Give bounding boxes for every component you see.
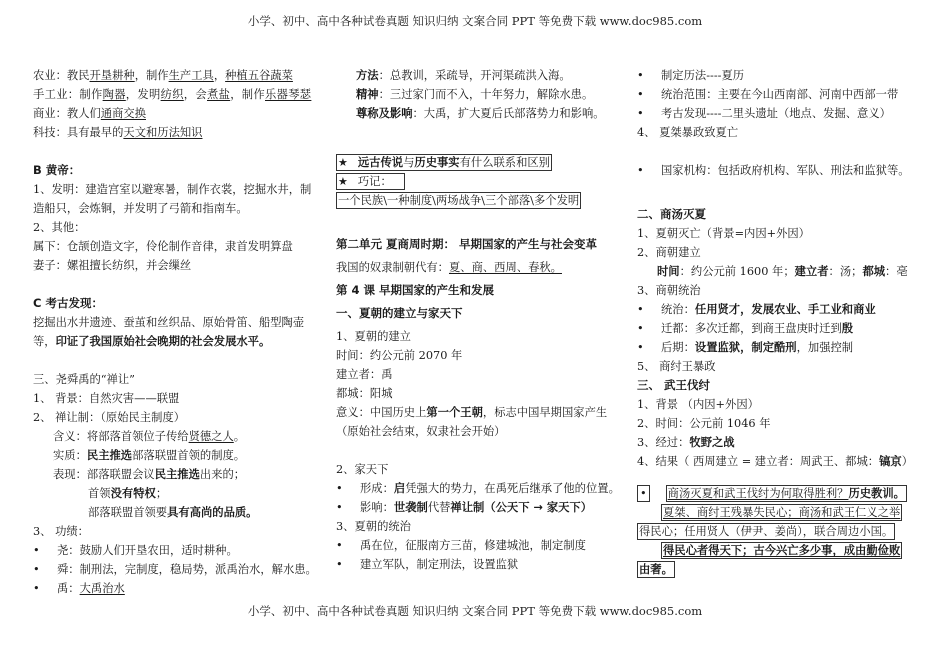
text: 巧记： <box>357 175 392 188</box>
bold-text: 时间 <box>657 265 680 278</box>
bullet-icon: • <box>637 164 644 177</box>
bold-text: 民主推选 <box>86 449 133 462</box>
commerce-line <box>33 104 318 123</box>
underlined-text: 煮盐 <box>207 88 231 101</box>
xia-significance <box>336 403 626 422</box>
section-2-title: 二、商汤灭夏 <box>637 207 706 221</box>
bold-text: 尊称及影响 <box>356 107 413 120</box>
section-1-title: 一、夏朝的建立与家天下 <box>336 306 463 320</box>
archaeology-text <box>33 313 318 351</box>
underlined-text: 乐器琴瑟 <box>265 88 312 101</box>
text: ； <box>155 487 168 500</box>
underlined-text: 通商交换 <box>100 107 146 120</box>
bullet-capital-move <box>637 319 922 338</box>
wu-background: 1、背景 （内因+外因） <box>637 398 759 411</box>
text: 国家机构：包括政府机构、军队、刑法和监狱等。 <box>661 164 910 177</box>
mnemonic-line <box>336 192 626 211</box>
text: 部落联盟首领的制度。 <box>132 449 246 462</box>
text: 凭强大的势力，在禹死后继承了他的位置。 <box>405 482 620 495</box>
wu-process <box>637 433 922 452</box>
text: ：三过家门而不入，十年努力，解除水患。 <box>378 88 594 101</box>
star-mnemonic-line <box>336 173 626 192</box>
bullet-icon: • <box>637 485 650 502</box>
boxed-mnemonic-label <box>336 173 405 190</box>
bold-text: 具有高尚的品质。 <box>167 506 258 519</box>
text: 影响： <box>360 501 394 514</box>
underlined-text: 纺织 <box>160 88 184 101</box>
bold-text: 历史事实 <box>414 156 460 169</box>
page-footer: 小学、初中、高中各种试卷真题 知识归纳 文案合同 PPT 等免费下载 www.doc985.com <box>247 604 703 618</box>
text: 迁都：多次迁都，到商王盘庚时迁到 <box>661 322 842 335</box>
bullet-army <box>336 555 626 574</box>
text: ，标志中国早期国家产生 <box>482 406 608 419</box>
xia-time: 时间：约公元前 2070 年 <box>336 349 463 362</box>
background-line: 1、 背景：自然灾害——联盟 <box>33 392 180 405</box>
bold-text: 启 <box>393 482 406 495</box>
bullet-icon: • <box>336 539 343 552</box>
underlined-text: 陶器 <box>102 88 126 101</box>
text: ：大禹，扩大夏后氏部落势力和影响。 <box>412 107 605 120</box>
handicraft-line <box>33 85 318 104</box>
zhou-tyranny-line: 5、 商纣王暴政 <box>637 360 716 373</box>
star-icon: ★ <box>338 156 348 169</box>
expression-line-2 <box>33 484 318 503</box>
text: 制定历法----夏历 <box>661 69 745 82</box>
underlined-text: 大禹治水 <box>79 582 125 595</box>
wu-result <box>637 452 922 471</box>
text: 4、结果（ 西周建立 = 建立者：周武王、都城： <box>637 455 880 468</box>
bold-text: 精神 <box>356 88 379 101</box>
bullet-yu-rule <box>336 536 626 555</box>
text: 代替 <box>427 501 451 514</box>
text: 统治范围：主要在今山西南部、河南中西部一带 <box>661 88 899 101</box>
xia-fall-line: 1、夏朝灭亡（背景=内因+外因） <box>637 227 810 240</box>
text: 含义：将部落首领位子传给 <box>53 430 189 443</box>
text: 考古发现----二里头遗址（地点、发掘、意义） <box>661 107 891 120</box>
text: ：总教训，采疏导，开河渠疏洪入海。 <box>378 69 571 82</box>
text: ，发明 <box>125 88 161 101</box>
underlined-text: 商汤灭夏和武王伐纣为何取得胜利？ <box>667 487 849 500</box>
bold-text: 殷 <box>841 322 854 335</box>
column-right <box>637 66 922 580</box>
text: ） <box>901 455 913 468</box>
underlined-text: 天文和历法知识 <box>123 126 203 139</box>
bullet-icon: • <box>637 341 644 354</box>
xia-founding-heading: 1、夏朝的建立 <box>336 330 411 343</box>
bullet-shun <box>33 560 318 579</box>
text: 禹： <box>57 582 80 595</box>
text: ，会 <box>183 88 207 101</box>
bullet-icon: • <box>33 563 40 576</box>
text: 商业：教人们 <box>33 107 101 120</box>
abdication-line: 2、 禅让制：（原始民主制度） <box>33 411 185 424</box>
text: ，制作 <box>134 69 169 82</box>
shang-rule-heading: 3、商朝统治 <box>637 284 701 297</box>
xia-rule-heading: 3、夏朝的统治 <box>336 520 411 533</box>
bold-text: 都城 <box>862 265 886 278</box>
answer-line-1 <box>637 504 922 523</box>
section-3-title: 三、尧舜禹的“禅让” <box>33 373 135 386</box>
underlined-text: 生产工具 <box>168 69 214 82</box>
bold-text: 设置监狱，制定酷刑 <box>694 341 797 354</box>
underlined-text: 开垦耕种 <box>89 69 135 82</box>
answer-line-2 <box>637 523 922 542</box>
bullet-effect <box>336 498 626 517</box>
bold-text: 没有特权 <box>110 487 156 500</box>
bullet-icon: • <box>637 322 644 335</box>
bold-text: 任用贤才，发展农业、手工业和商业 <box>694 303 876 316</box>
bold-text: 印证了我国原始社会晚期的社会发展水平。 <box>55 335 271 348</box>
essence-line <box>33 446 318 465</box>
text: 意义：中国历史上 <box>336 406 427 419</box>
inventions-text: 1、发明：建造宫室以避寒暑，制作衣裳，挖掘水井，制造船只，会炼铜，并发明了弓箭和指南车。 <box>33 183 312 215</box>
underlined-text: 夏、商、西周、春秋。 <box>448 261 562 274</box>
boxed-question <box>666 485 907 502</box>
lesson-line-1 <box>637 542 922 561</box>
text: ，加强控制 <box>796 341 854 354</box>
bullet-yu <box>33 579 318 598</box>
text: 手工业：制作 <box>33 88 103 101</box>
section-c-title: C 考古发现： <box>33 296 103 310</box>
column-middle <box>336 66 626 574</box>
bullet-archaeology <box>637 104 922 123</box>
bullet-formation <box>336 479 626 498</box>
xia-fall-heading: 4、 夏桀暴政致夏亡 <box>637 126 739 139</box>
text: 后期： <box>661 341 695 354</box>
technology-line <box>33 123 318 142</box>
bold-text: 方法 <box>356 69 379 82</box>
shang-founding-detail <box>637 262 922 281</box>
text: 表现：部落联盟会议 <box>53 468 155 481</box>
text: 尧：鼓励人们开垦农田，适时耕种。 <box>57 544 238 557</box>
bold-text: 禅让制（公天下 → 家天下） <box>450 501 593 514</box>
text: 首领 <box>88 487 111 500</box>
section-b-title: B 黄帝： <box>33 163 81 177</box>
boxed-lesson: 由奢。 <box>639 563 673 576</box>
boxed-question <box>336 154 552 171</box>
bold-text: 第一个王朝 <box>426 406 483 419</box>
boxed-mnemonic: 一个民族\一种制度\两场战争\三个部落\多个发明 <box>338 194 580 207</box>
text: 有什么联系和区别 <box>459 156 550 169</box>
bullet-state-organs <box>637 161 922 180</box>
text: 农业：教民 <box>33 69 90 82</box>
xia-capital: 都城：阳城 <box>336 387 393 400</box>
family-realm-heading: 2、家天下 <box>336 463 389 476</box>
boxed-answer: 得民心；任用贤人（伊尹、姜尚），联合周边小国。 <box>639 525 894 538</box>
text: ：约公元前 1600 年； <box>679 265 795 278</box>
bullet-icon: • <box>637 303 644 316</box>
text: 禹在位，征服南方三苗，修建城池，制定制度 <box>360 539 586 552</box>
bold-text: 镐京 <box>879 455 902 468</box>
text: 我国的奴隶制朝代有： <box>336 261 449 274</box>
text: 统治： <box>661 303 695 316</box>
bold-text: 建立者 <box>794 265 829 278</box>
text: 出来的； <box>199 468 246 481</box>
honor-line <box>336 104 626 123</box>
shang-founding-heading: 2、商朝建立 <box>637 246 701 259</box>
text: 实质： <box>53 449 87 462</box>
text: 舜：制刑法，完制度，稳局势，派禹治水，解水患。 <box>57 563 317 576</box>
bold-text: 历史教训。 <box>848 487 905 500</box>
xia-note: （原始社会结束，奴隶社会开始） <box>336 425 506 438</box>
boxed-answer: 夏桀、商纣王残暴失民心；商汤和武王仁义之举 <box>663 506 901 519</box>
spirit-line <box>336 85 626 104</box>
page-header: 小学、初中、高中各种试卷真题 知识归纳 文案合同 PPT 等免费下载 www.doc985.com <box>247 14 703 28</box>
section-3-title: 三、 武王伐纣 <box>637 378 711 392</box>
expression-line <box>33 465 318 484</box>
meaning-line <box>33 427 318 446</box>
expression-line-3 <box>33 503 318 522</box>
underlined-text: 种植五谷蔬菜 <box>225 69 293 82</box>
achievements-line: 3、 功绩： <box>33 525 89 538</box>
boxed-lesson: 得民心者得天下；古今兴亡多少事，成由勤俭败 <box>663 544 901 557</box>
text: ：汤； <box>828 265 863 278</box>
star-question-line <box>336 154 626 173</box>
bullet-icon: • <box>637 88 644 101</box>
text: 挖掘出水井遗迹、蚕茧和丝织品、原始骨笛、船型陶壶等， <box>33 316 305 348</box>
bold-text: 远古传说 <box>357 156 404 169</box>
wife-text: 妻子：嫘祖擅长纺织，并会缫丝 <box>33 259 192 272</box>
text: 形成： <box>360 482 394 495</box>
text: 。 <box>233 430 246 443</box>
others-heading: 2、其他： <box>33 221 86 234</box>
xia-founder: 建立者：禹 <box>336 368 393 381</box>
bold-text: 世袭制 <box>393 501 428 514</box>
text: 3、经过： <box>637 436 690 449</box>
column-left <box>33 66 318 598</box>
slavery-dynasties-line <box>336 258 626 277</box>
bold-text: 民主推选 <box>154 468 200 481</box>
lesson-line-2 <box>637 561 922 580</box>
bullet-icon: • <box>336 482 343 495</box>
wu-time: 2、时间：公元前 1046 年 <box>637 417 771 430</box>
agriculture-line <box>33 66 318 85</box>
bullet-icon: • <box>33 582 40 595</box>
bullet-icon: • <box>336 501 343 514</box>
unit-title: 第二单元 夏商周时期： 早期国家的产生与社会变革 <box>336 237 598 251</box>
bullet-icon: • <box>637 107 644 120</box>
text: 与 <box>403 156 415 169</box>
lesson-question <box>637 485 922 504</box>
bullet-governance <box>637 300 922 319</box>
underlined-text: 贤德之人 <box>188 430 234 443</box>
subordinates-text: 属下：仓颉创造文字，伶伦制作音律，隶首发明算盘 <box>33 240 293 253</box>
star-icon: ★ <box>338 175 348 188</box>
bullet-icon: • <box>637 69 644 82</box>
lesson-title: 第 4 课 早期国家的产生和发展 <box>336 283 495 297</box>
text: 科技：具有最早的 <box>33 126 124 139</box>
text: 部落联盟首领要 <box>88 506 168 519</box>
method-line <box>336 66 626 85</box>
text: ， <box>213 69 226 82</box>
text: ：亳 <box>885 265 908 278</box>
bold-text: 牧野之战 <box>689 436 735 449</box>
bullet-icon: • <box>33 544 40 557</box>
bullet-yao <box>33 541 318 560</box>
bullet-late-period <box>637 338 922 357</box>
text: 建立军队，制定刑法，设置监狱 <box>360 558 519 571</box>
bullet-calendar <box>637 66 922 85</box>
bullet-territory <box>637 85 922 104</box>
bullet-icon: • <box>336 558 343 571</box>
text: ，制作 <box>230 88 265 101</box>
